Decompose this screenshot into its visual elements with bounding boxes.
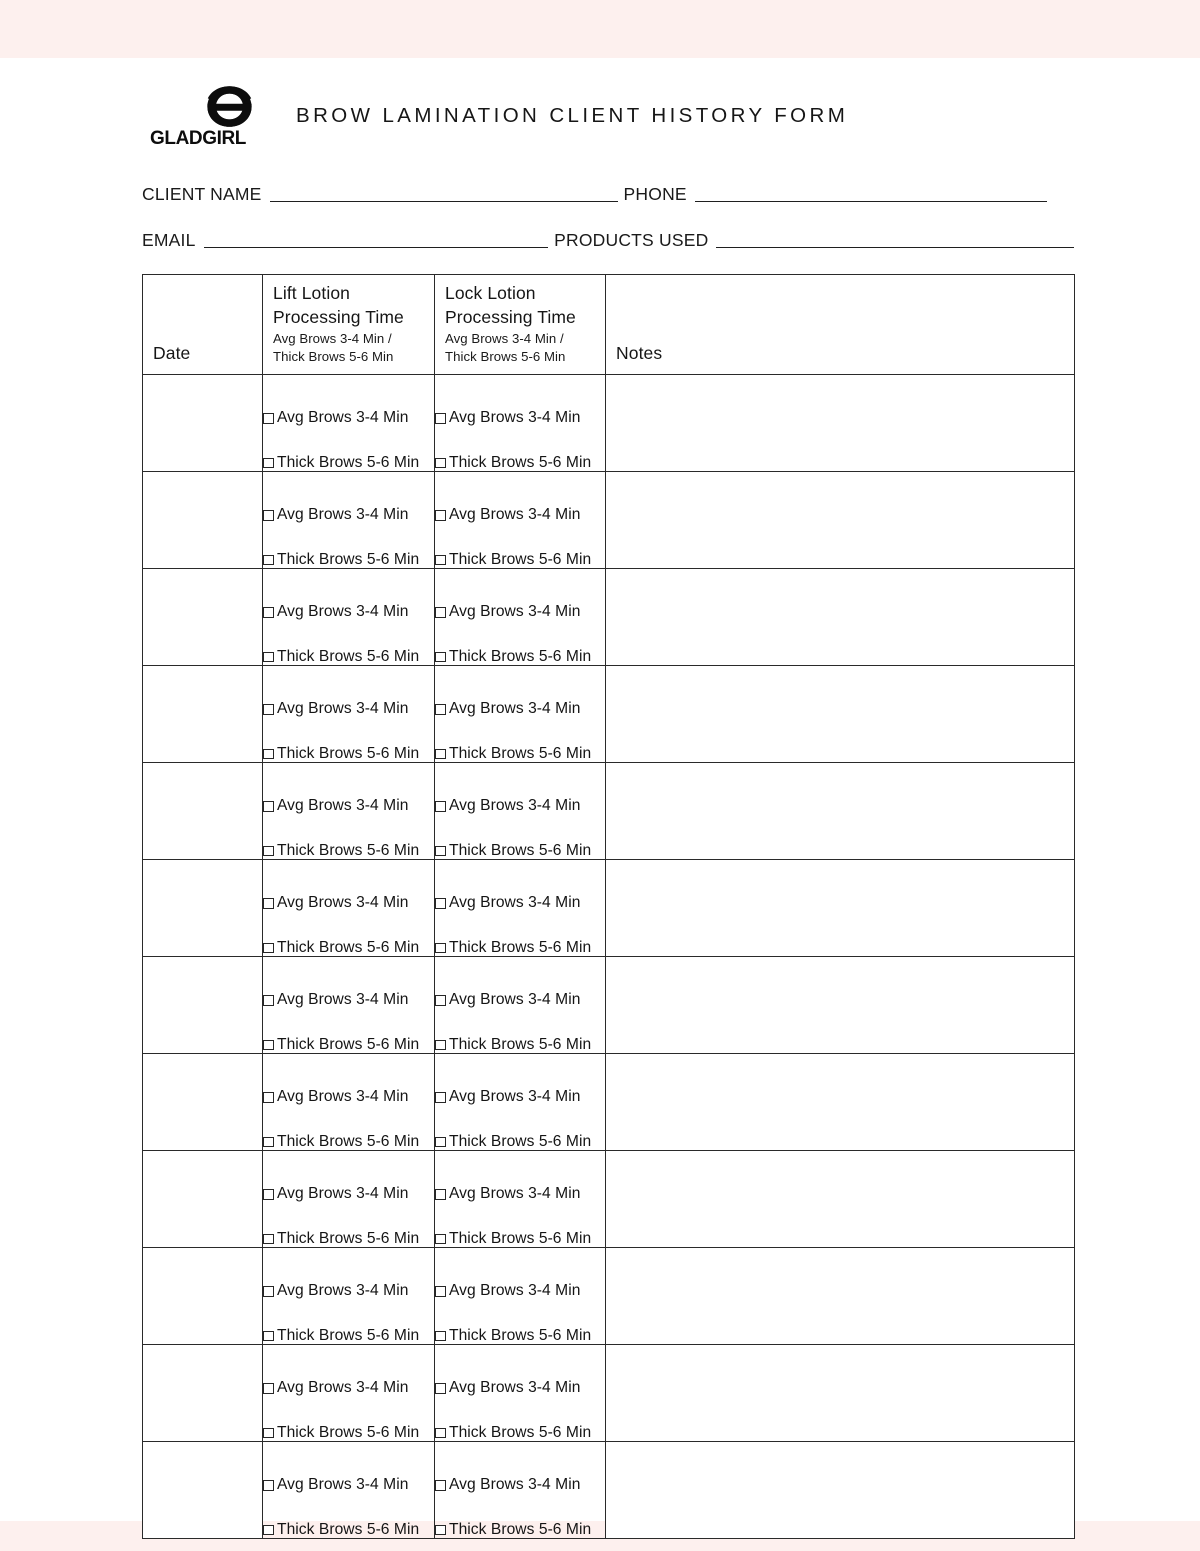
lock-thick-brows-checkbox[interactable] — [435, 746, 605, 762]
lock-thick-brows-checkbox[interactable] — [435, 940, 605, 956]
cell-lift-lotion — [263, 374, 435, 471]
lock-thick-brows-checkbox[interactable] — [435, 1425, 605, 1441]
lock-thick-brows-checkbox[interactable] — [435, 1328, 605, 1344]
checkbox-icon[interactable] — [435, 413, 446, 424]
cell-lift-lotion — [263, 568, 435, 665]
checkbox-label: Avg Brows 3-4 Min — [277, 506, 409, 524]
column-header-lock-lotion — [435, 275, 606, 375]
checkbox-label: Thick Brows 5-6 Min — [449, 1036, 592, 1054]
client-history-table — [142, 274, 1075, 1539]
checkbox-label: Thick Brows 5-6 Min — [449, 1424, 592, 1442]
table-row — [143, 1247, 1075, 1344]
lock-avg-brows-checkbox[interactable] — [435, 507, 605, 523]
checkbox-label: Thick Brows 5-6 Min — [449, 1521, 592, 1539]
lift-title-line2: Processing Time — [273, 307, 404, 328]
lock-thick-brows-checkbox[interactable] — [435, 1037, 605, 1053]
checkbox-icon[interactable] — [263, 846, 274, 857]
lift-avg-brows-checkbox[interactable] — [263, 1477, 434, 1493]
email-input[interactable] — [204, 230, 549, 248]
checkbox-label: Thick Brows 5-6 Min — [277, 1036, 420, 1054]
checkbox-icon[interactable] — [435, 1428, 446, 1439]
cell-lock-lotion — [435, 471, 606, 568]
checkbox-icon[interactable] — [435, 1189, 446, 1200]
checkbox-icon[interactable] — [263, 1525, 274, 1536]
cell-date[interactable] — [143, 1053, 263, 1150]
lift-sub-line1: Avg Brows 3-4 Min / — [273, 331, 392, 347]
checkbox-label: Avg Brows 3-4 Min — [277, 700, 409, 718]
checkbox-icon[interactable] — [435, 555, 446, 566]
checkbox-label: Thick Brows 5-6 Min — [449, 551, 592, 569]
double-g-monogram-icon — [144, 84, 252, 128]
checkbox-label: Avg Brows 3-4 Min — [449, 1282, 581, 1300]
cell-lock-lotion — [435, 374, 606, 471]
checkbox-icon[interactable] — [263, 1137, 274, 1148]
lift-avg-brows-checkbox[interactable] — [263, 701, 434, 717]
cell-notes[interactable] — [606, 956, 1075, 1053]
table-row — [143, 1053, 1075, 1150]
lock-thick-brows-checkbox[interactable] — [435, 552, 605, 568]
brand-wordmark: GLADGIRL — [149, 128, 246, 149]
cell-notes[interactable] — [606, 1344, 1075, 1441]
table-row — [143, 859, 1075, 956]
lift-avg-brows-checkbox[interactable] — [263, 1089, 434, 1105]
lock-avg-brows-checkbox[interactable] — [435, 1380, 605, 1396]
checkbox-icon[interactable] — [435, 846, 446, 857]
table-header-row — [143, 275, 1075, 375]
checkbox-label: Thick Brows 5-6 Min — [449, 1327, 592, 1345]
table-row — [143, 1150, 1075, 1247]
column-header-date — [143, 275, 263, 375]
lift-avg-brows-checkbox[interactable] — [263, 992, 434, 1008]
cell-notes[interactable] — [606, 1441, 1075, 1538]
checkbox-icon[interactable] — [435, 1234, 446, 1245]
checkbox-label: Avg Brows 3-4 Min — [449, 1476, 581, 1494]
field-row-name-phone — [142, 170, 1074, 204]
checkbox-icon[interactable] — [263, 555, 274, 566]
table-row — [143, 568, 1075, 665]
checkbox-icon[interactable] — [435, 1286, 446, 1297]
checkbox-label: Thick Brows 5-6 Min — [277, 1133, 420, 1151]
lift-thick-brows-checkbox[interactable] — [263, 1134, 434, 1150]
cell-lift-lotion — [263, 1247, 435, 1344]
checkbox-label: Avg Brows 3-4 Min — [277, 1476, 409, 1494]
checkbox-icon[interactable] — [263, 1040, 274, 1051]
checkbox-icon[interactable] — [263, 1092, 274, 1103]
checkbox-icon[interactable] — [435, 1383, 446, 1394]
lift-avg-brows-checkbox[interactable] — [263, 507, 434, 523]
cell-lift-lotion — [263, 665, 435, 762]
cell-date[interactable] — [143, 665, 263, 762]
lift-avg-brows-checkbox[interactable] — [263, 410, 434, 426]
lock-sub-line1: Avg Brows 3-4 Min / — [445, 331, 564, 347]
lock-avg-brows-checkbox[interactable] — [435, 604, 605, 620]
lift-sub-line2: Thick Brows 5-6 Min — [273, 348, 394, 364]
lock-thick-brows-checkbox[interactable] — [435, 1231, 605, 1247]
lock-avg-brows-checkbox[interactable] — [435, 1186, 605, 1202]
checkbox-label: Avg Brows 3-4 Min — [277, 409, 409, 427]
lift-thick-brows-checkbox[interactable] — [263, 1328, 434, 1344]
checkbox-label: Thick Brows 5-6 Min — [277, 939, 420, 957]
phone-input[interactable] — [695, 184, 1047, 202]
checkbox-label: Avg Brows 3-4 Min — [449, 1088, 581, 1106]
checkbox-icon[interactable] — [263, 995, 274, 1006]
lift-thick-brows-checkbox[interactable] — [263, 552, 434, 568]
checkbox-icon[interactable] — [263, 1286, 274, 1297]
checkbox-label: Thick Brows 5-6 Min — [449, 1230, 592, 1248]
cell-lift-lotion — [263, 1150, 435, 1247]
page-title: BROW LAMINATION CLIENT HISTORY FORM — [296, 104, 849, 127]
cell-date[interactable] — [143, 374, 263, 471]
client-name-input[interactable] — [270, 184, 618, 202]
lock-thick-brows-checkbox[interactable] — [435, 455, 605, 471]
checkbox-label: Thick Brows 5-6 Min — [277, 454, 420, 472]
lock-title-line1: Lock Lotion — [445, 283, 536, 303]
checkbox-label: Avg Brows 3-4 Min — [449, 409, 581, 427]
cell-lock-lotion — [435, 1441, 606, 1538]
lift-thick-brows-checkbox[interactable] — [263, 455, 434, 471]
checkbox-label: Avg Brows 3-4 Min — [277, 1088, 409, 1106]
checkbox-icon[interactable] — [263, 1189, 274, 1200]
checkbox-label: Avg Brows 3-4 Min — [449, 894, 581, 912]
lift-thick-brows-checkbox[interactable] — [263, 649, 434, 665]
checkbox-label: Avg Brows 3-4 Min — [449, 603, 581, 621]
lock-sub-line2: Thick Brows 5-6 Min — [445, 348, 566, 364]
checkbox-icon[interactable] — [435, 510, 446, 521]
products-used-input[interactable] — [716, 230, 1074, 248]
checkbox-icon[interactable] — [435, 607, 446, 618]
checkbox-icon[interactable] — [435, 1331, 446, 1342]
cell-lock-lotion — [435, 568, 606, 665]
table-row — [143, 665, 1075, 762]
document-header — [142, 58, 1074, 156]
checkbox-label: Thick Brows 5-6 Min — [449, 454, 592, 472]
lock-avg-brows-checkbox[interactable] — [435, 701, 605, 717]
column-header-notes — [606, 275, 1075, 375]
checkbox-icon[interactable] — [435, 1092, 446, 1103]
checkbox-icon[interactable] — [435, 1480, 446, 1491]
checkbox-icon[interactable] — [435, 704, 446, 715]
checkbox-icon[interactable] — [263, 749, 274, 760]
checkbox-icon[interactable] — [263, 704, 274, 715]
lift-thick-brows-checkbox[interactable] — [263, 1522, 434, 1538]
cell-lift-lotion — [263, 1344, 435, 1441]
checkbox-icon[interactable] — [263, 943, 274, 954]
lock-thick-brows-checkbox[interactable] — [435, 1134, 605, 1150]
cell-notes[interactable] — [606, 859, 1075, 956]
cell-date[interactable] — [143, 1247, 263, 1344]
checkbox-icon[interactable] — [435, 652, 446, 663]
cell-notes[interactable] — [606, 762, 1075, 859]
column-header-notes-label: Notes — [616, 342, 663, 363]
checkbox-label: Thick Brows 5-6 Min — [449, 648, 592, 666]
lock-avg-brows-checkbox[interactable] — [435, 992, 605, 1008]
checkbox-icon[interactable] — [435, 995, 446, 1006]
checkbox-icon[interactable] — [263, 898, 274, 909]
form-page — [0, 58, 1200, 1539]
checkbox-icon[interactable] — [435, 801, 446, 812]
lift-thick-brows-checkbox[interactable] — [263, 940, 434, 956]
table-row — [143, 1441, 1075, 1538]
checkbox-label: Thick Brows 5-6 Min — [449, 842, 592, 860]
lock-thick-brows-checkbox[interactable] — [435, 1522, 605, 1538]
checkbox-label: Thick Brows 5-6 Min — [277, 1521, 420, 1539]
cell-notes[interactable] — [606, 374, 1075, 471]
cell-lock-lotion — [435, 665, 606, 762]
table-body — [143, 374, 1075, 1538]
cell-lock-lotion — [435, 1150, 606, 1247]
cell-lock-lotion — [435, 956, 606, 1053]
checkbox-label: Avg Brows 3-4 Min — [277, 1185, 409, 1203]
lift-thick-brows-checkbox[interactable] — [263, 1425, 434, 1441]
checkbox-label: Thick Brows 5-6 Min — [277, 648, 420, 666]
column-header-date-label: Date — [153, 342, 191, 363]
checkbox-icon[interactable] — [435, 1137, 446, 1148]
checkbox-icon[interactable] — [435, 458, 446, 469]
checkbox-icon[interactable] — [435, 1525, 446, 1536]
table-row — [143, 471, 1075, 568]
lock-thick-brows-checkbox[interactable] — [435, 843, 605, 859]
lock-avg-brows-checkbox[interactable] — [435, 1477, 605, 1493]
column-header-lift-lotion — [263, 275, 435, 375]
lift-avg-brows-checkbox[interactable] — [263, 1283, 434, 1299]
brand-logo — [142, 84, 254, 148]
field-row-email-products — [142, 216, 1074, 250]
cell-notes[interactable] — [606, 1247, 1075, 1344]
cell-date[interactable] — [143, 1344, 263, 1441]
cell-lift-lotion — [263, 471, 435, 568]
checkbox-label: Avg Brows 3-4 Min — [277, 603, 409, 621]
checkbox-label: Avg Brows 3-4 Min — [277, 797, 409, 815]
lock-avg-brows-checkbox[interactable] — [435, 1283, 605, 1299]
cell-lift-lotion — [263, 859, 435, 956]
lock-avg-brows-checkbox[interactable] — [435, 1089, 605, 1105]
cell-date[interactable] — [143, 1441, 263, 1538]
checkbox-label: Thick Brows 5-6 Min — [449, 1133, 592, 1151]
lift-avg-brows-checkbox[interactable] — [263, 604, 434, 620]
lock-avg-brows-checkbox[interactable] — [435, 798, 605, 814]
lift-avg-brows-checkbox[interactable] — [263, 895, 434, 911]
checkbox-icon[interactable] — [263, 1428, 274, 1439]
checkbox-icon[interactable] — [263, 607, 274, 618]
checkbox-icon[interactable] — [435, 1040, 446, 1051]
checkbox-label: Avg Brows 3-4 Min — [449, 1185, 581, 1203]
checkbox-label: Thick Brows 5-6 Min — [277, 551, 420, 569]
checkbox-icon[interactable] — [263, 1234, 274, 1245]
lift-title-line1: Lift Lotion — [273, 283, 350, 303]
cell-lift-lotion — [263, 1441, 435, 1538]
checkbox-icon[interactable] — [263, 510, 274, 521]
checkbox-icon[interactable] — [263, 413, 274, 424]
checkbox-icon[interactable] — [263, 1480, 274, 1491]
cell-notes[interactable] — [606, 1053, 1075, 1150]
cell-date[interactable] — [143, 471, 263, 568]
checkbox-icon[interactable] — [263, 1383, 274, 1394]
lift-thick-brows-checkbox[interactable] — [263, 1037, 434, 1053]
checkbox-label: Avg Brows 3-4 Min — [277, 991, 409, 1009]
lift-thick-brows-checkbox[interactable] — [263, 1231, 434, 1247]
cell-date[interactable] — [143, 762, 263, 859]
checkbox-label: Avg Brows 3-4 Min — [449, 506, 581, 524]
checkbox-label: Avg Brows 3-4 Min — [449, 700, 581, 718]
cell-lift-lotion — [263, 762, 435, 859]
decorative-band-top — [0, 0, 1200, 58]
lift-thick-brows-checkbox[interactable] — [263, 746, 434, 762]
checkbox-icon[interactable] — [263, 801, 274, 812]
table-row — [143, 956, 1075, 1053]
cell-date[interactable] — [143, 1150, 263, 1247]
lock-avg-brows-checkbox[interactable] — [435, 410, 605, 426]
email-label: EMAIL — [142, 230, 196, 250]
cell-date[interactable] — [143, 568, 263, 665]
checkbox-icon[interactable] — [435, 749, 446, 760]
client-name-label: CLIENT NAME — [142, 184, 262, 204]
lock-avg-brows-checkbox[interactable] — [435, 895, 605, 911]
lock-thick-brows-checkbox[interactable] — [435, 649, 605, 665]
table-row — [143, 1344, 1075, 1441]
checkbox-label: Thick Brows 5-6 Min — [277, 1230, 420, 1248]
lift-avg-brows-checkbox[interactable] — [263, 1186, 434, 1202]
checkbox-icon[interactable] — [263, 1331, 274, 1342]
cell-lock-lotion — [435, 859, 606, 956]
phone-label: PHONE — [623, 184, 687, 204]
cell-date[interactable] — [143, 859, 263, 956]
products-used-label: PRODUCTS USED — [554, 230, 709, 250]
cell-notes[interactable] — [606, 568, 1075, 665]
checkbox-label: Thick Brows 5-6 Min — [277, 1424, 420, 1442]
cell-notes[interactable] — [606, 665, 1075, 762]
checkbox-icon[interactable] — [435, 943, 446, 954]
checkbox-label: Thick Brows 5-6 Min — [277, 1327, 420, 1345]
checkbox-label: Avg Brows 3-4 Min — [449, 797, 581, 815]
client-info-fields — [142, 170, 1074, 250]
checkbox-icon[interactable] — [435, 898, 446, 909]
cell-lock-lotion — [435, 1344, 606, 1441]
checkbox-label: Avg Brows 3-4 Min — [277, 1379, 409, 1397]
checkbox-label: Avg Brows 3-4 Min — [449, 1379, 581, 1397]
cell-lock-lotion — [435, 1247, 606, 1344]
table-row — [143, 762, 1075, 859]
checkbox-label: Avg Brows 3-4 Min — [449, 991, 581, 1009]
lift-thick-brows-checkbox[interactable] — [263, 843, 434, 859]
checkbox-label: Thick Brows 5-6 Min — [449, 939, 592, 957]
cell-lift-lotion — [263, 1053, 435, 1150]
cell-notes[interactable] — [606, 1150, 1075, 1247]
checkbox-icon[interactable] — [263, 652, 274, 663]
lift-avg-brows-checkbox[interactable] — [263, 1380, 434, 1396]
checkbox-label: Thick Brows 5-6 Min — [277, 842, 420, 860]
checkbox-label: Avg Brows 3-4 Min — [277, 894, 409, 912]
cell-lock-lotion — [435, 1053, 606, 1150]
checkbox-label: Thick Brows 5-6 Min — [449, 745, 592, 763]
cell-lift-lotion — [263, 956, 435, 1053]
lift-avg-brows-checkbox[interactable] — [263, 798, 434, 814]
checkbox-label: Avg Brows 3-4 Min — [277, 1282, 409, 1300]
table-row — [143, 374, 1075, 471]
lock-title-line2: Processing Time — [445, 307, 576, 328]
checkbox-label: Thick Brows 5-6 Min — [277, 745, 420, 763]
cell-notes[interactable] — [606, 471, 1075, 568]
cell-lock-lotion — [435, 762, 606, 859]
cell-date[interactable] — [143, 956, 263, 1053]
checkbox-icon[interactable] — [263, 458, 274, 469]
